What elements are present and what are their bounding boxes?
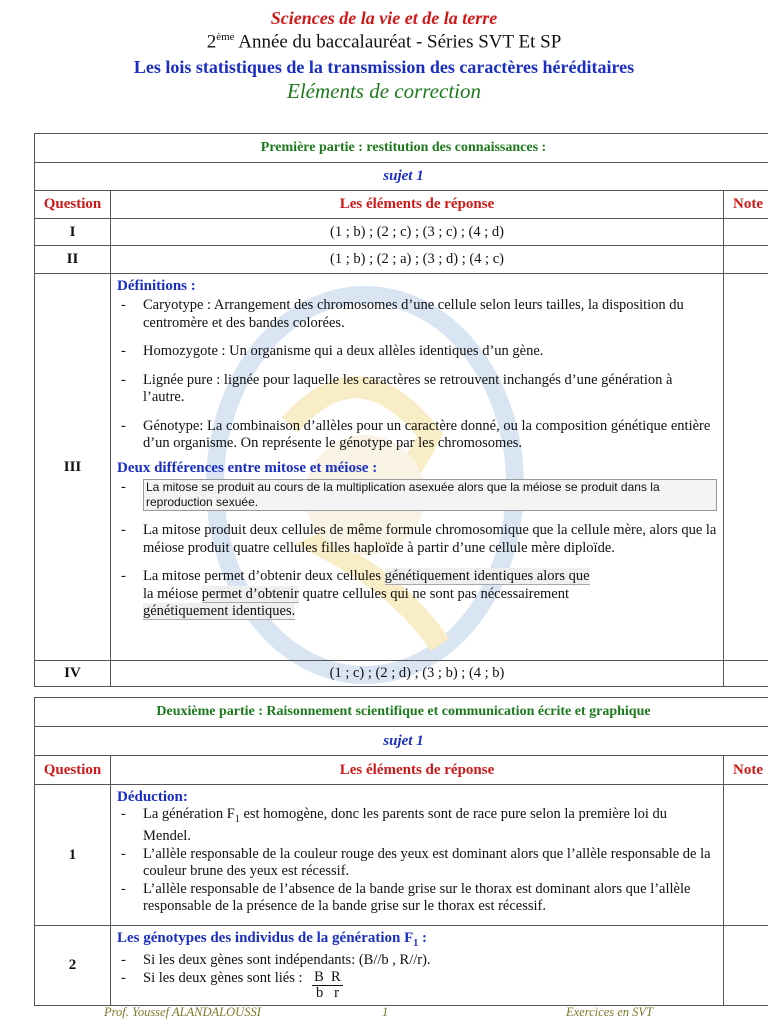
part2-table [34,697,768,1006]
list-item: - L’allèle responsable de l’absence de la bande grise sur le thorax est dominant alors que l’allèle responsable de la présence de la bande grise sur le thorax est récessif. [121,880,691,915]
answer-text: (1 ; b) ; (2 ; c) ; (3 ; c) ; (4 ; d) [111,219,724,246]
deduction-heading: Déduction: [117,789,188,805]
col-question-header: Question [35,191,111,219]
list-item: - Lignée pure : lignée pour laquelle les caractères se retrouvent inchangés d’une génération à l’autre. [121,371,673,405]
col-reponse-header: Les éléments de réponse [111,191,724,219]
table-row [35,785,768,926]
list-item: - Génotype: La combinaison d’allèles pour un caractère donné, ou la composition génétique entière d’un organisme. On représente le génotype par les chromosomes. [121,417,711,451]
list-item: - La mitose produit deux cellules de même formule chromosomique que la cellule mère, alors que la méiose produit quatre cellules filles haploïde à partir d’une cellule mère diploïde. [121,522,717,556]
list-item: - Homozygote : Un organisme qui a deux allèles identiques d’un gène. [121,343,544,359]
list-item: - La mitose permet d’obtenir deux cellules génétiquement identiques alors que la méiose permet d’obtenir quatre cellules qui ne sont pas nécessairement génétiquement identiques. [121,568,590,619]
answer-text: (1 ; b) ; (2 ; a) ; (3 ; d) ; (4 ; c) [111,246,724,274]
col-question-header: Question [35,756,111,785]
document-title: Les lois statistiques de la transmission des caractères héréditaires [133,57,635,77]
question-number: 2 [35,926,111,1006]
answer-block [111,926,724,1006]
list-item: - Caryotype : Arrangement des chromosomes d’une cellule selon leurs tailles, la disposition du centromère et des bandes colorées. [121,297,684,331]
definitions-heading: Définitions : [117,278,196,294]
part1-sujet: sujet 1 [35,163,768,191]
table-row [35,926,768,1006]
question-number: II [35,246,111,274]
level-line: 2ème Année du baccalauréat - Séries SVT Et SP [206,31,562,53]
note-cell [724,274,768,661]
table-row [35,274,768,661]
linked-genotype: $\frac{\text{B R}}{\text{b r}}$ [314,968,341,1001]
note-cell [724,246,768,274]
list-item: - Si les deux gènes sont indépendants: (B//b , R//r). [121,952,431,968]
footer-page-number: 1 [382,1005,389,1019]
table-row [35,661,768,687]
note-cell [724,661,768,687]
col-reponse-header: Les éléments de réponse [111,756,724,785]
answer-block [111,274,724,661]
note-cell [724,219,768,246]
table-row [35,219,768,246]
list-item: - La mitose se produit au cours de la multiplication asexuée alors que la méiose se produit dans la reproduction sexuée. [117,479,717,512]
note-cell [724,785,768,926]
subject-title: Sciences de la vie et de la terre [270,8,498,28]
footer-right: Exercices en SVT [566,1005,653,1019]
part2-sujet: sujet 1 [35,727,768,756]
question-number: 1 [35,785,111,926]
list-item: - Si les deux gènes sont liés : $\frac{\text{B R}}{\text{b r}}$ [121,968,341,1001]
question-number: III [35,274,111,661]
question-number: I [35,219,111,246]
footer-author: Prof. Youssef ALANDALOUSSI [104,1005,261,1019]
table-row [35,246,768,274]
part1-table [34,133,768,687]
list-item: - La génération $F_1$ est homogène, donc les parents sont de race pure selon la première loi du Mendel. [121,806,668,845]
answer-text: (1 ; c) ; (2 ; d) ; (3 ; b) ; (4 ; b) [111,661,724,687]
note-cell [724,926,768,1006]
answer-block [111,785,724,926]
list-item: - L’allèle responsable de la couleur rouge des yeux est dominant alors que l’allèle responsable de la couleur brune des yeux est récessif. [121,845,711,880]
col-note-header: Note [724,756,768,785]
part2-title: Deuxième partie : Raisonnement scientifique et communication écrite et graphique [35,698,768,727]
document-subtitle: Eléments de correction [287,79,481,103]
col-note-header: Note [724,191,768,219]
differences-heading: Deux différences entre mitose et méiose : [117,459,378,476]
question-number: IV [35,661,111,687]
part1-title: Première partie : restitution des connaissances : [35,134,768,163]
genotypes-heading: Les génotypes des individus de la génération $F_1$ : [117,930,428,949]
